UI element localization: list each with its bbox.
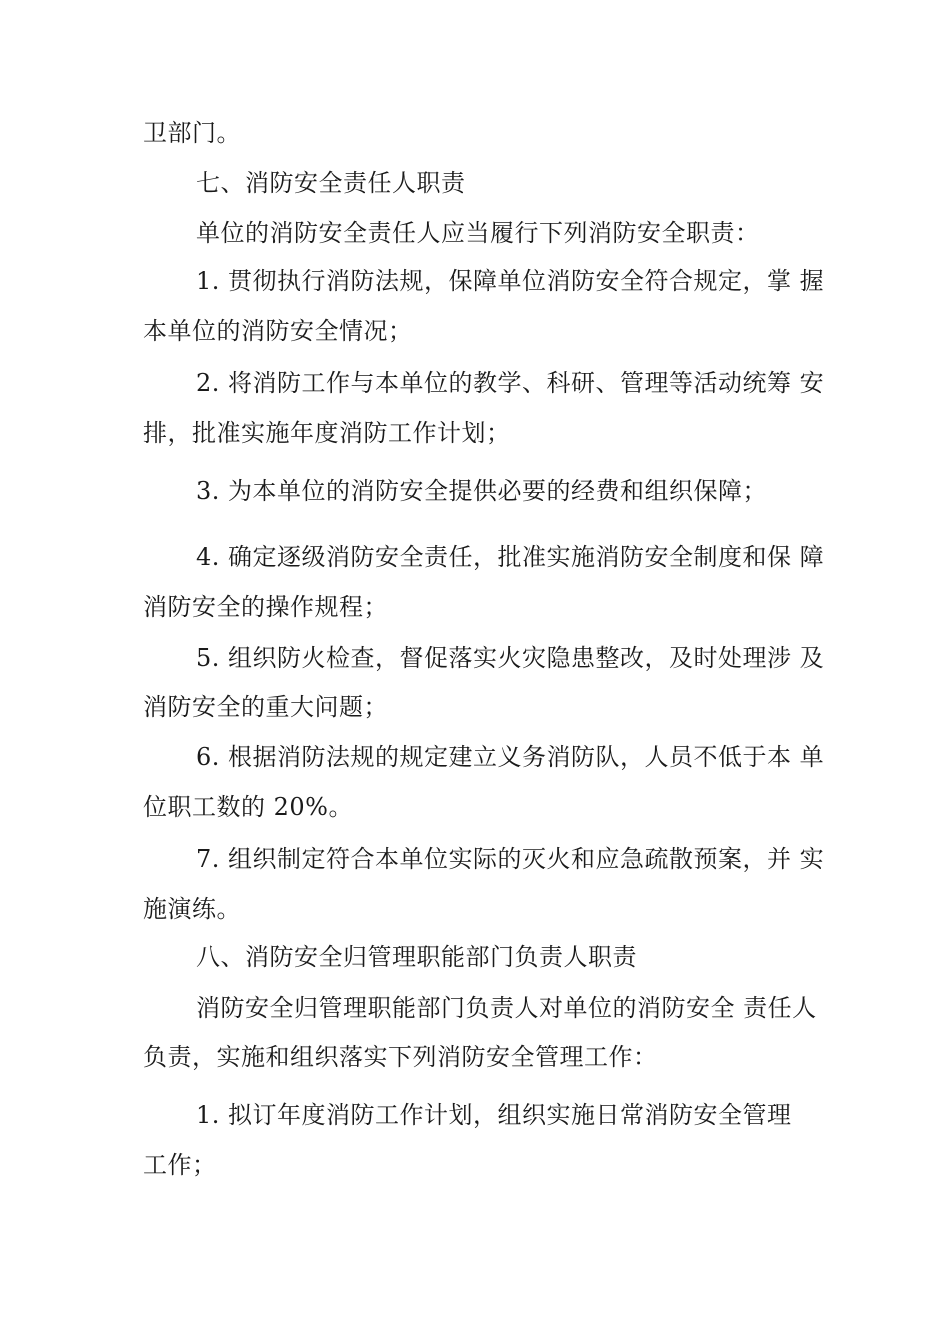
text-line: 卫部门。	[143, 119, 241, 147]
text-line: 单位的消防安全责任人应当履行下列消防安全职责：	[196, 219, 760, 247]
text-line: 排，批准实施年度消防工作计划；	[143, 419, 511, 447]
list-item-text: 7. 组织制定符合本单位实际的灭火和应急疏散预案，并 实	[196, 845, 825, 873]
text-line: 本单位的消防安全情况；	[143, 317, 413, 345]
section-heading: 七、消防安全责任人职责	[196, 169, 466, 197]
list-item-text: 1. 拟订年度消防工作计划，组织实施日常消防安全管理	[196, 1101, 792, 1129]
text-line: 工作；	[143, 1151, 217, 1179]
list-item-text: 3. 为本单位的消防安全提供必要的经费和组织保障；	[196, 477, 768, 505]
section-heading: 八、消防安全归管理职能部门负责人职责	[196, 943, 637, 971]
text-line: 消防安全的操作规程；	[143, 593, 388, 621]
text-line: 消防安全归管理职能部门负责人对单位的消防安全 责任人	[196, 994, 817, 1022]
list-item-text: 4. 确定逐级消防安全责任，批准实施消防安全制度和保 障	[196, 543, 825, 571]
list-item-text: 2. 将消防工作与本单位的教学、科研、管理等活动统筹 安	[196, 369, 825, 397]
text-line: 位职工数的 20%。	[143, 793, 353, 821]
list-item-text: 6. 根据消防法规的规定建立义务消防队，人员不低于本 单	[196, 743, 825, 771]
text-line: 负责，实施和组织落实下列消防安全管理工作：	[143, 1043, 658, 1071]
text-line: 消防安全的重大问题；	[143, 693, 388, 721]
list-item-text: 1. 贯彻执行消防法规，保障单位消防安全符合规定，掌 握	[196, 267, 825, 295]
text-line: 施演练。	[143, 895, 241, 923]
list-item-text: 5. 组织防火检查，督促落实火灾隐患整改，及时处理涉 及	[196, 644, 825, 672]
